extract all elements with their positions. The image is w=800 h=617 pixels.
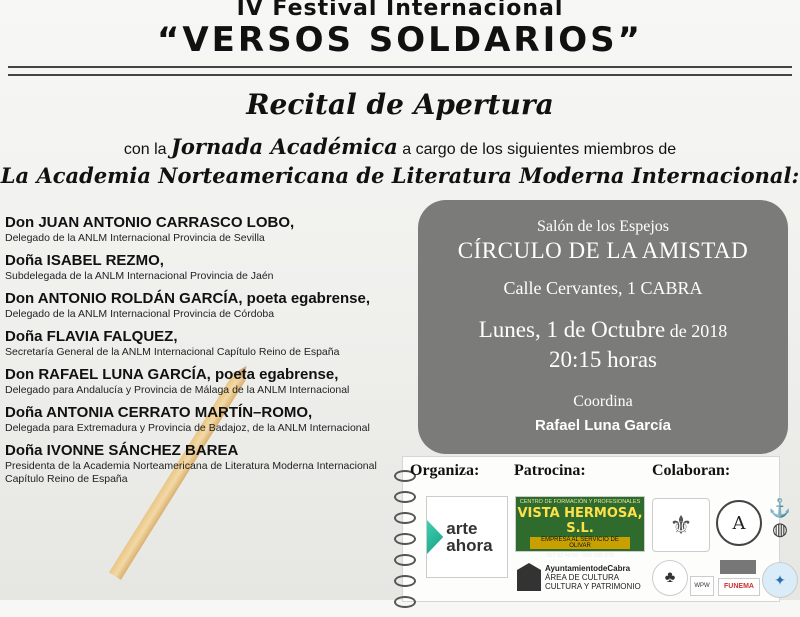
- member-item: [5, 290, 415, 321]
- collaborator-logo-monogram: [716, 500, 762, 546]
- emblem-icon: ⚜: [669, 509, 693, 540]
- jornada-pre: con la: [123, 141, 171, 158]
- member-item: [5, 328, 415, 359]
- member-name: Don RAFAEL LUNA GARCÍA, poeta egabrense,: [5, 366, 339, 383]
- member-name: Doña ISABEL REZMO,: [5, 252, 164, 269]
- globe-icon: ◍: [772, 519, 788, 539]
- member-name: Doña IVONNE SÁNCHEZ BAREA: [5, 442, 239, 459]
- member-item: [5, 404, 415, 435]
- wpw-logo: WPW: [690, 576, 714, 596]
- member-name: Doña FLAVIA FALQUEZ,: [5, 328, 178, 345]
- collaborator-logo-tree: [652, 560, 688, 596]
- member-role: Delegado de la ANLM Internacional Provincia de Sevilla: [5, 232, 265, 244]
- member-role: Secretaría General de la ANLM Internacional Capítulo Reino de España: [5, 346, 340, 358]
- ayto-area: ÁREA DE CULTURA: [545, 572, 620, 582]
- collaborator-logo-seal: [762, 562, 798, 598]
- collaborator-logo-anchor: [764, 498, 796, 556]
- member-role: Delegado para Andalucía y Provincia de Málaga de la ANLM Internacional: [5, 384, 350, 396]
- seal-icon: ✦: [774, 571, 786, 588]
- ayuntamiento-logo: [517, 560, 647, 594]
- event-time: 20:15 horas: [549, 347, 657, 372]
- vista-top-text: CENTRO DE FORMACIÓN Y PROFESIONALES: [519, 499, 641, 505]
- funema-logo: FUNEMA: [718, 578, 760, 596]
- member-role: Subdelegada de la ANLM Internacional Provincia de Jaén: [5, 270, 274, 282]
- member-name: Doña ANTONIA CERRATO MARTÍN–ROMO,: [5, 404, 313, 421]
- collaborator-logo-banner: [720, 560, 756, 574]
- divider: [8, 66, 792, 68]
- vista-name: VISTA HERMOSA, S.L.: [517, 506, 643, 536]
- member-role: Delegado de la ANLM Internacional Provincia de Córdoba: [5, 308, 275, 320]
- event-date-main: Lunes, 1 de Octubre: [478, 317, 666, 342]
- collaborator-logo-emblem: [652, 498, 710, 552]
- tree-icon: ♣: [664, 569, 676, 586]
- jornada-strong: Jornada Académica: [170, 134, 398, 159]
- event-date: [418, 317, 788, 343]
- member-role: Presidenta de la Academia Norteamericana de Literatura Moderna Internacional Capítulo Reino de España: [5, 460, 377, 485]
- ayto-area2: CULTURA Y PATRIMONIO: [545, 581, 641, 591]
- shield-icon: [517, 563, 541, 591]
- venue-room: Salón de los Espejos: [537, 218, 669, 235]
- member-item: [5, 252, 415, 283]
- monogram-icon: A: [732, 512, 746, 534]
- recital-heading: Recital de Apertura: [246, 88, 554, 121]
- arte-mark-icon: [427, 520, 443, 554]
- member-item: [5, 366, 415, 397]
- ayto-name: AyuntamientodeCabra: [545, 563, 631, 573]
- arte-ahora-logo: [426, 496, 508, 578]
- colaboran-label: Colaboran:: [652, 462, 731, 479]
- event-info-box: [418, 200, 788, 454]
- venue-address: Calle Cervantes, 1 CABRA: [503, 278, 703, 298]
- vista-phone: 957 32 40 60 · 689 935 876: [546, 553, 614, 559]
- coordinator-label: Coordina: [573, 393, 633, 410]
- academia-heading: La Academia Norteamericana de Literatura Moderna Internacional:: [0, 163, 800, 188]
- versos-title: “VERSOS SOLDARIOS”: [157, 20, 643, 60]
- jornada-line: [0, 134, 800, 159]
- event-year: de 2018: [665, 321, 728, 341]
- member-item: [5, 214, 415, 245]
- member-item: [5, 442, 415, 486]
- spiral-binding: [394, 470, 416, 617]
- vista-sub: EMPRESA AL SERVICIO DE OLIVAR: [530, 537, 630, 549]
- member-name: Don JUAN ANTONIO CARRASCO LOBO,: [5, 214, 295, 231]
- vista-hermosa-logo: [515, 496, 645, 559]
- patrocina-label: Patrocina:: [514, 462, 586, 479]
- arte-logo-text: arte ahora: [446, 519, 493, 555]
- anchor-icon: ⚓: [768, 498, 792, 518]
- venue-name: CÍRCULO DE LA AMISTAD: [457, 238, 749, 263]
- member-name: Don ANTONIO ROLDÁN GARCÍA, poeta egabrense,: [5, 290, 371, 307]
- divider: [8, 74, 792, 76]
- coordinator-name: Rafael Luna García: [535, 417, 671, 434]
- member-role: Delegada para Extremadura y Provincia de Badajoz, de la ANLM Internacional: [5, 422, 370, 434]
- jornada-post: a cargo de los siguientes miembros de: [397, 141, 677, 158]
- organiza-label: Organiza:: [410, 462, 480, 479]
- festival-title: IV Festival Internacional: [236, 0, 564, 21]
- members-list: [5, 214, 415, 493]
- ayuntamiento-text: [545, 564, 641, 591]
